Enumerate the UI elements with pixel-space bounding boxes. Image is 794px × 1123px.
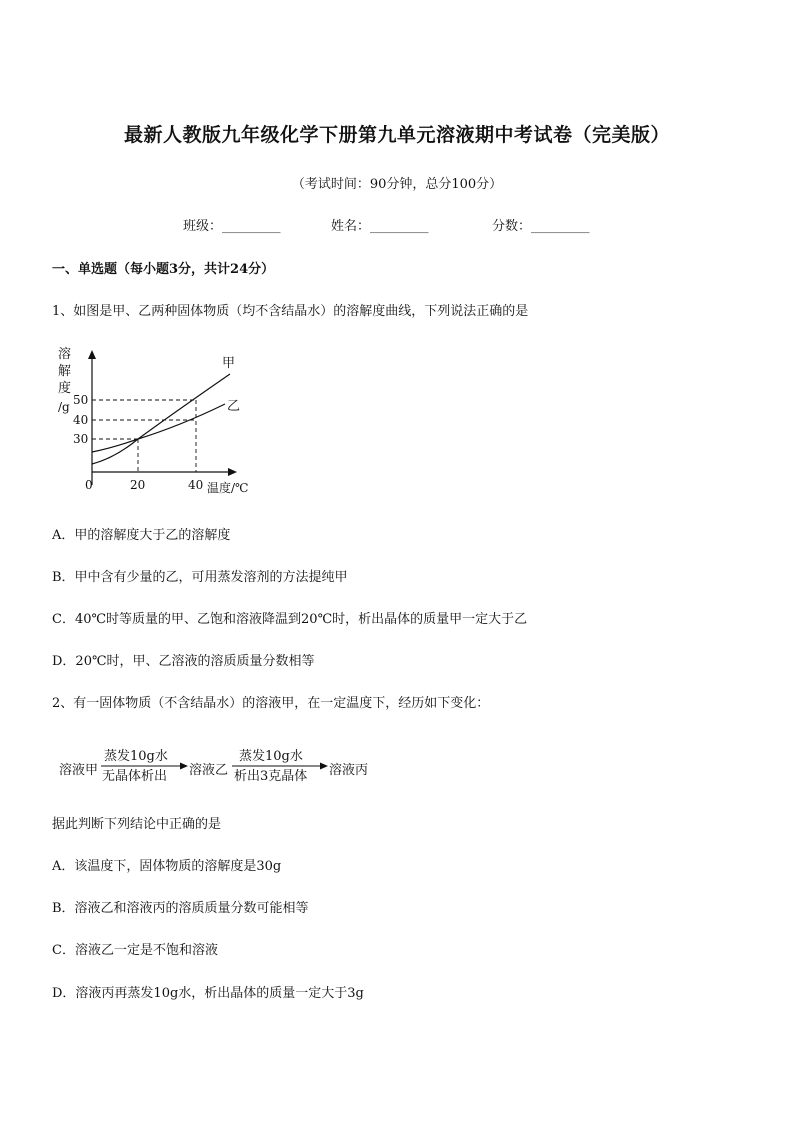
question-2-stem: 2、有一固体物质（不含结晶水）的溶液甲，在一定温度下，经历如下变化：: [52, 696, 490, 711]
y-axis-arrow: [88, 350, 96, 359]
x-axis-label: 温度/℃: [207, 481, 249, 495]
q2-option-d: D．溶液丙再蒸发10g水，析出晶体的质量一定大于3g: [52, 986, 364, 1001]
exam-info: （考试时间：90分钟，总分100分）: [291, 177, 503, 192]
y-label-1: 溶: [58, 347, 72, 362]
curve-jia-label: 甲: [222, 356, 236, 371]
origin-label: 0: [85, 478, 93, 492]
q2-option-c: C．溶液乙一定是不饱和溶液: [52, 943, 218, 958]
x-tick-20: 20: [130, 478, 146, 492]
q1-option-d: D．20℃时，甲、乙溶液的溶质质量分数相等: [52, 654, 315, 669]
solubility-curve-graph: [50, 340, 270, 500]
name-field[interactable]: 姓名：_________: [331, 219, 429, 234]
class-field[interactable]: 班级：_________: [183, 219, 281, 234]
y-label-4: /g: [58, 400, 70, 414]
flow-step1-top: 蒸发10g水: [104, 749, 168, 764]
curve-yi: [92, 404, 225, 452]
flow-solution-jia: 溶液甲: [59, 763, 99, 778]
question-2-lead: 据此判断下列结论中正确的是: [52, 817, 222, 832]
curve-yi-label: 乙: [227, 399, 241, 414]
flow-solution-bing: 溶液丙: [329, 763, 369, 778]
x-axis-arrow: [228, 468, 237, 476]
page-title: 最新人教版九年级化学下册第九单元溶液期中考试卷（完美版）: [123, 124, 670, 146]
y-label-3: 度: [58, 381, 72, 396]
flow-arrows: [0, 740, 794, 790]
flow-step2-bottom: 析出3克晶体: [234, 769, 308, 784]
y-tick-30: 30: [73, 432, 89, 446]
flow-step2-top: 蒸发10g水: [239, 749, 303, 764]
evaporation-flow-diagram: [0, 740, 794, 790]
score-field[interactable]: 分数：_________: [492, 219, 590, 234]
q1-option-a: A．甲的溶解度大于乙的溶解度: [52, 528, 231, 543]
curve-jia: [92, 374, 230, 464]
section-heading: 一、单选题（每小题3分，共计24分）: [52, 262, 275, 277]
y-tick-50: 50: [73, 393, 89, 407]
y-tick-40: 40: [73, 413, 89, 427]
x-tick-40: 40: [188, 478, 204, 492]
q1-option-b: B．甲中含有少量的乙，可用蒸发溶剂的方法提纯甲: [52, 570, 348, 585]
flow-step1-bottom: 无晶体析出: [102, 769, 168, 784]
flow-arrow-1-head: [180, 763, 188, 770]
flow-solution-yi: 溶液乙: [189, 763, 229, 778]
question-1-stem: 1、如图是甲、乙两种固体物质（均不含结晶水）的溶解度曲线，下列说法正确的是: [52, 304, 529, 319]
q2-option-a: A．该温度下，固体物质的溶解度是30g: [52, 859, 282, 874]
q1-option-c: C．40℃时等质量的甲、乙饱和溶液降温到20℃时，析出晶体的质量甲一定大于乙: [52, 612, 528, 627]
flow-arrow-2-head: [320, 763, 328, 770]
q2-option-b: B．溶液乙和溶液丙的溶质质量分数可能相等: [52, 901, 309, 916]
y-label-2: 解: [58, 364, 72, 379]
